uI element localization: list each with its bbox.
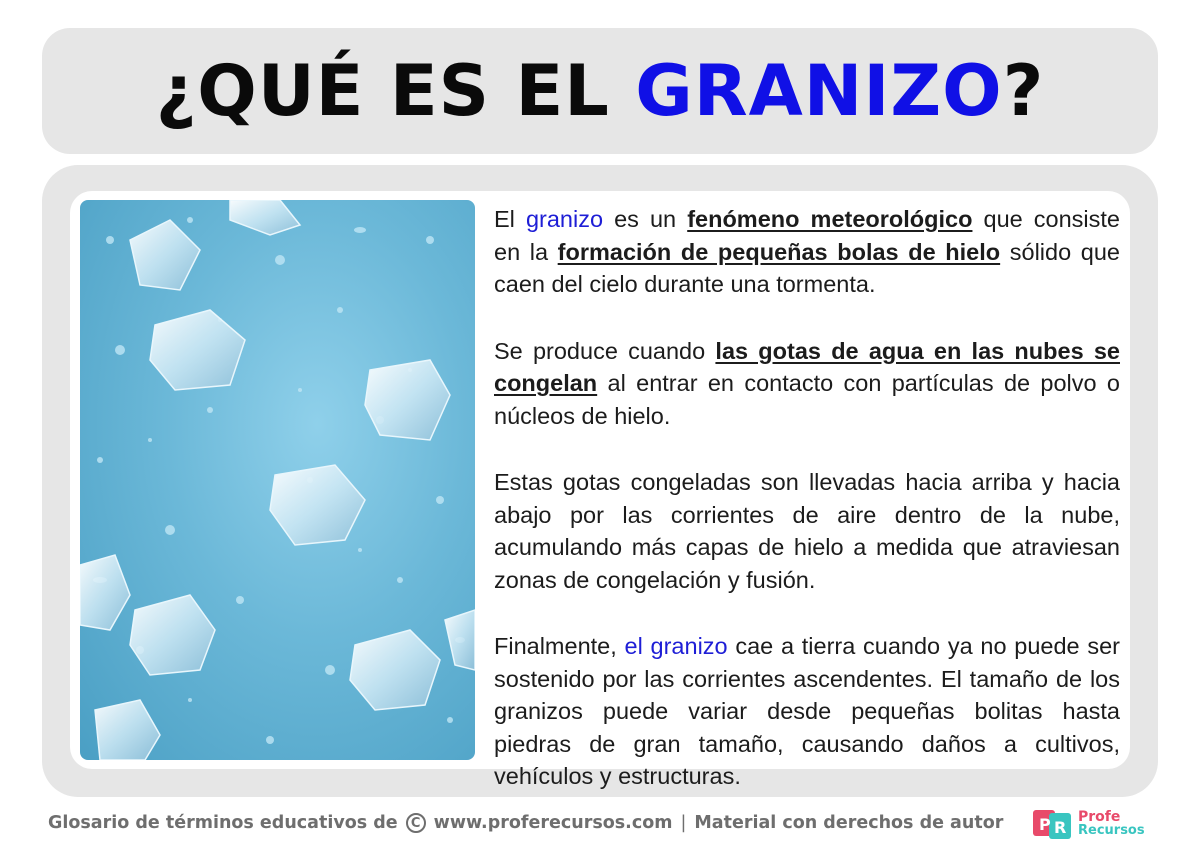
text-run: cae a tierra cuando ya no puede ser sostenido por las corrientes ascendentes. El tamaño de los granizos puede variar desde pequeñas bolitas hasta piedras de gran tamaño, causando daños a cultivos, vehículos y estructuras. bbox=[494, 633, 1120, 789]
text-run: Se produce cuando bbox=[494, 337, 716, 364]
underlined-phrase: fenómeno meteorológico bbox=[687, 206, 973, 232]
svg-text:R: R bbox=[1054, 818, 1067, 837]
title-prefix: ¿QUÉ ES EL bbox=[155, 50, 636, 132]
underlined-phrase: formación de pequeñas bolas de hielo bbox=[557, 238, 1001, 265]
paragraph-2 bbox=[494, 335, 1120, 433]
text-run: es un bbox=[603, 206, 688, 232]
page-title bbox=[156, 50, 1045, 132]
paragraph-1 bbox=[494, 203, 1120, 301]
text-run: que consiste en la bbox=[494, 206, 1120, 265]
text-run: Finalmente, bbox=[494, 633, 625, 659]
title-banner bbox=[42, 28, 1158, 154]
term-highlight: el granizo bbox=[624, 633, 728, 659]
hailstone-photo bbox=[80, 200, 475, 760]
logo-mark-icon bbox=[1032, 808, 1074, 840]
logo-line-2: Recursos bbox=[1078, 823, 1145, 838]
footer-website-link[interactable]: www.proferecursos.com bbox=[433, 813, 673, 833]
content-card bbox=[70, 191, 1130, 789]
title-suffix: ? bbox=[1002, 50, 1045, 132]
underlined-phrase: las gotas de agua en las nubes se congelan bbox=[494, 337, 1120, 396]
content-panel bbox=[42, 165, 1158, 797]
logo-line-1: Profe bbox=[1078, 809, 1121, 825]
svg-text:P: P bbox=[1039, 815, 1051, 834]
term-highlight: granizo bbox=[525, 206, 604, 232]
paragraph-4 bbox=[494, 630, 1120, 793]
copyright-icon: C bbox=[406, 813, 426, 833]
definition-text bbox=[494, 203, 1120, 827]
text-run: El bbox=[494, 206, 526, 232]
logo-wordmark bbox=[1078, 810, 1145, 838]
hailstone-illustration bbox=[80, 200, 475, 760]
proferecursos-logo[interactable] bbox=[1032, 808, 1160, 840]
footer-rights: Material con derechos de autor bbox=[694, 813, 1004, 833]
text-run: al entrar en contacto con partículas de polvo o núcleos de hielo. bbox=[494, 370, 1120, 429]
footer-separator: | bbox=[680, 813, 687, 833]
text-run: Estas gotas congeladas son llevadas hacia arriba y hacia abajo por las corrientes de aire dentro de la nube, acumulando más capas de hielo a medida que atraviesan zonas de congelación y fusión. bbox=[494, 469, 1120, 593]
paragraph-3 bbox=[494, 466, 1120, 596]
ice-crystals bbox=[80, 200, 475, 760]
text-run: sólido que caen del cielo durante una tormenta. bbox=[494, 238, 1120, 297]
footer bbox=[48, 808, 1003, 838]
title-highlight: GRANIZO bbox=[635, 50, 1003, 132]
footer-glossary: Glosario de términos educativos de bbox=[48, 813, 398, 833]
